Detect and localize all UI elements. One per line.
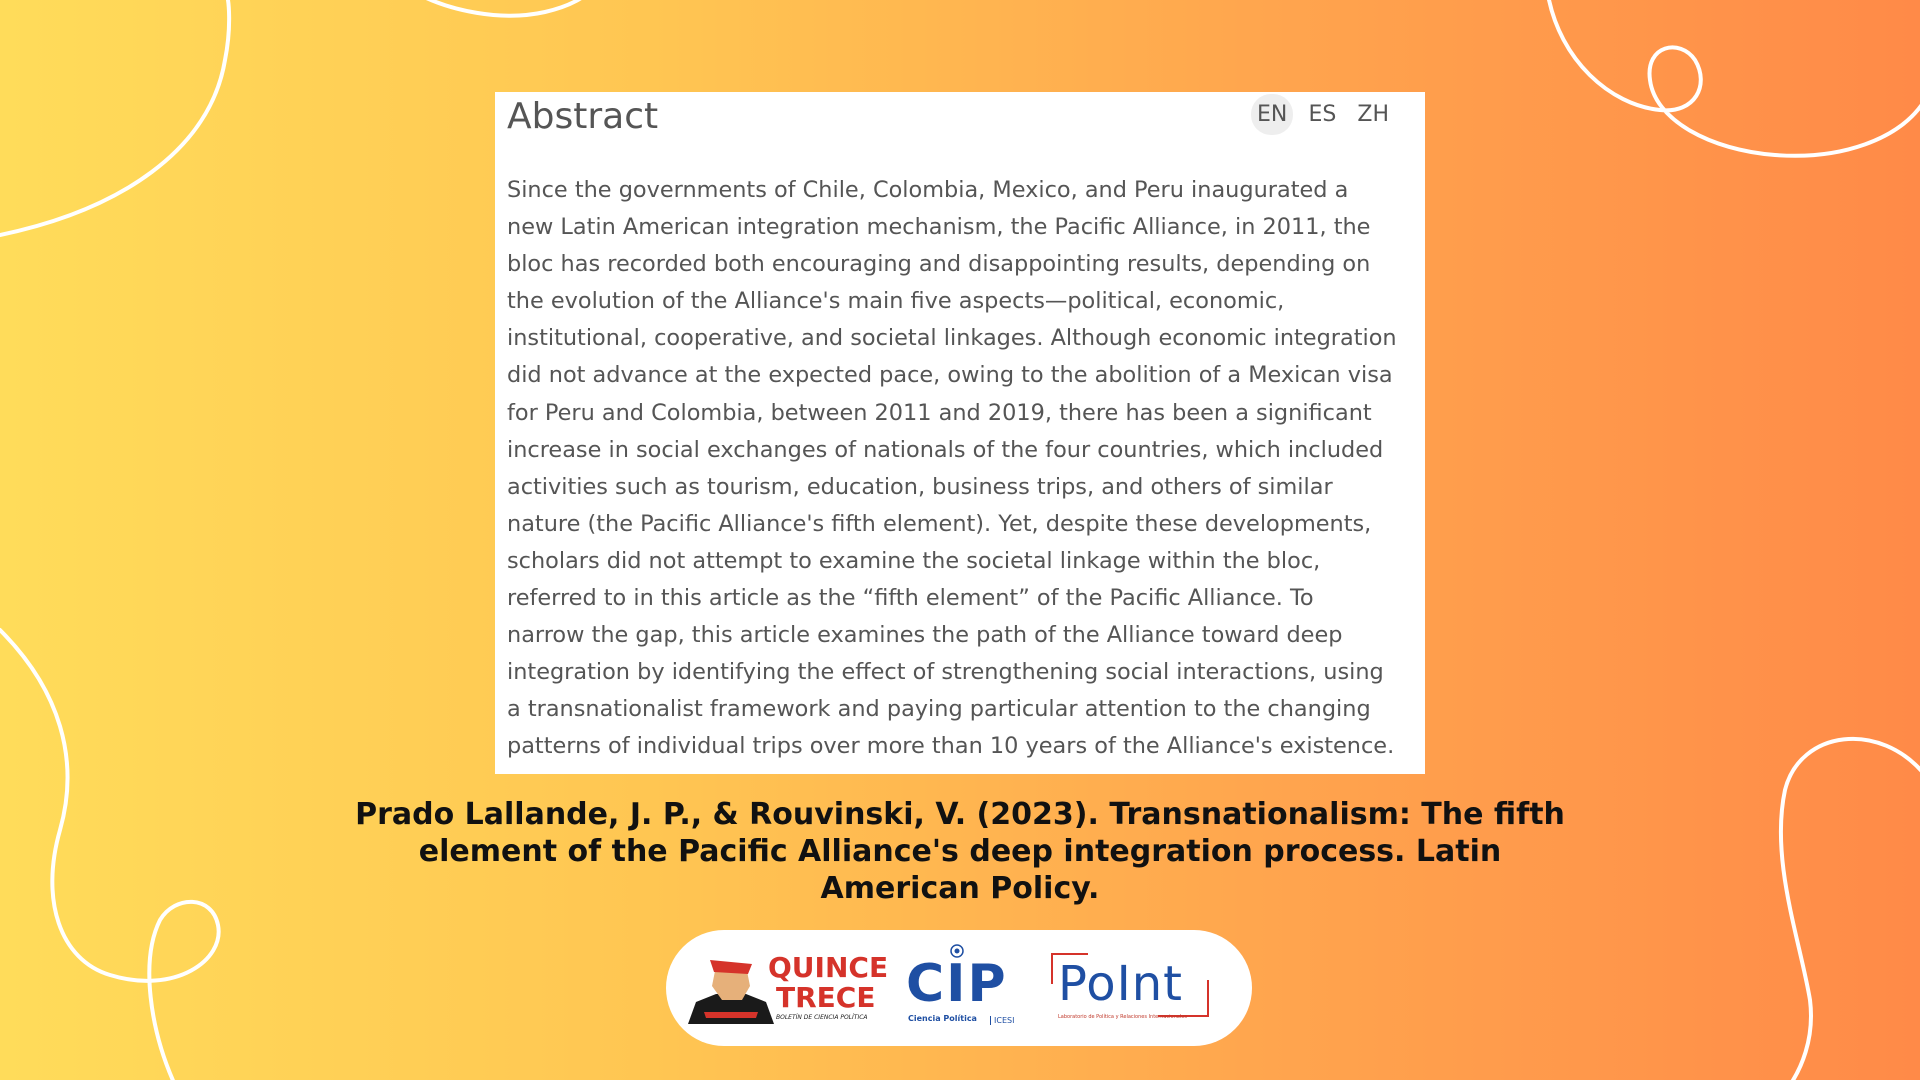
abstract-card <box>495 92 1425 774</box>
abstract-line: increase in social exchanges of nationals of the four countries, which included <box>507 436 1384 463</box>
trece-word: TRECE <box>776 981 876 1014</box>
abstract-line: a transnationalist framework and paying particular attention to the changing <box>507 696 1371 723</box>
language-tabs <box>1251 94 1395 135</box>
quince-trece-logo <box>686 950 889 1030</box>
abstract-line: institutional, cooperative, and societal linkages. Although economic integration <box>507 325 1397 352</box>
tab-language-en[interactable]: EN <box>1251 94 1293 135</box>
abstract-line: did not advance at the expected pace, owing to the abolition of a Mexican visa <box>507 362 1393 389</box>
bust-icon <box>686 956 776 1026</box>
swirl-bottom-right <box>1781 739 1920 1080</box>
cip-subtitle: Ciencia Política <box>908 1014 977 1023</box>
abstract-line: scholars did not attempt to examine the societal linkage within the bloc, <box>507 547 1321 574</box>
abstract-line: for Peru and Colombia, between 2011 and 2019, there has been a significant <box>507 399 1372 426</box>
swirl-top-right <box>1548 0 1920 156</box>
abstract-line: activities such as tourism, education, business trips, and others of similar <box>507 473 1333 500</box>
cip-wordmark: CIP <box>906 954 1008 1014</box>
cip-institution: ICESI <box>990 1016 1014 1025</box>
abstract-line: bloc has recorded both encouraging and disappointing results, depending on <box>507 251 1371 278</box>
cip-logo <box>906 944 1016 1036</box>
abstract-line: Since the governments of Chile, Colombia, Mexico, and Peru inaugurated a <box>507 177 1349 203</box>
point-logo <box>1048 950 1218 1030</box>
abstract-line: new Latin American integration mechanism, the Pacific Alliance, in 2011, the <box>507 214 1371 241</box>
swirl-top-left <box>0 0 229 235</box>
abstract-text <box>507 172 1419 766</box>
citation-line: Prado Lallande, J. P., & Rouvinski, V. (2023). Transnationalism: The fifth <box>355 797 1565 832</box>
quince-word: QUINCE <box>768 951 889 984</box>
abstract-line: patterns of individual trips over more than 10 years of the Alliance's existence. <box>507 733 1395 760</box>
point-wordmark: PoInt <box>1058 956 1183 1012</box>
abstract-line: the evolution of the Alliance's main five aspects—political, economic, <box>507 288 1285 315</box>
abstract-line: referred to in this article as the “fifth element” of the Pacific Alliance. To <box>507 585 1314 612</box>
citation <box>330 796 1590 907</box>
swirl-bottom-left <box>0 630 219 1080</box>
swirl-top-center <box>420 0 585 16</box>
quince-trece-tagline: BOLETÍN DE CIENCIA POLÍTICA <box>776 1014 868 1021</box>
point-tagline: Laboratorio de Política y Relaciones Internacionales <box>1058 1014 1187 1020</box>
abstract-heading: Abstract <box>507 96 659 137</box>
abstract-line: nature (the Pacific Alliance's fifth element). Yet, despite these developments, <box>507 510 1372 537</box>
citation-line: element of the Pacific Alliance's deep integration process. Latin <box>418 834 1502 869</box>
abstract-line: integration by identifying the effect of strengthening social interactions, using <box>507 659 1384 686</box>
citation-line: American Policy. <box>820 871 1100 906</box>
tab-language-es[interactable]: ES <box>1308 102 1337 127</box>
abstract-line: narrow the gap, this article examines the path of the Alliance toward deep <box>507 622 1343 649</box>
logo-bar <box>666 930 1252 1046</box>
tab-language-zh[interactable]: ZH <box>1357 102 1389 127</box>
